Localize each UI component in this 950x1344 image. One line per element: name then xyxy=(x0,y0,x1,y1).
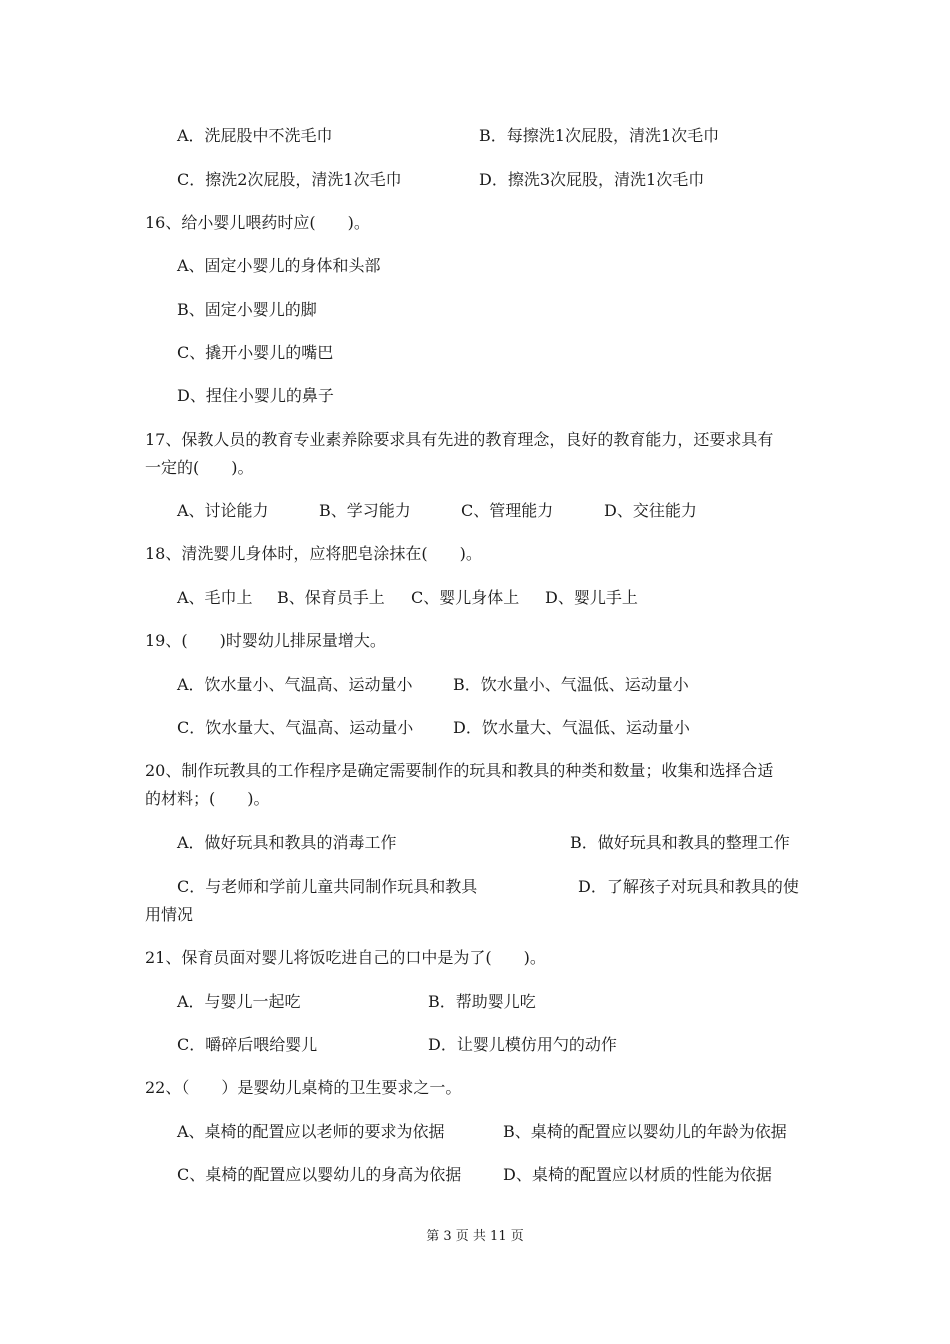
q22-option-a: A、桌椅的配置应以老师的要求为依据 xyxy=(177,1122,445,1141)
q21-stem: 21、保育员面对婴儿将饭吃进自己的口中是为了( )。 xyxy=(145,948,546,967)
q20-stem-line1: 20、制作玩教具的工作程序是确定需要制作的玩具和教具的种类和数量；收集和选择合适 xyxy=(145,761,774,780)
q16-option-c: C、撬开小婴儿的嘴巴 xyxy=(177,343,334,362)
q18-option-d: D、婴儿手上 xyxy=(545,588,638,607)
q16-option-b: B、固定小婴儿的脚 xyxy=(177,300,317,319)
q17-option-b: B、学习能力 xyxy=(319,501,411,520)
q18-option-c: C、婴儿身体上 xyxy=(411,588,520,607)
q20-stem-line2: 的材料；( )。 xyxy=(145,789,270,808)
q22-option-d: D、桌椅的配置应以材质的性能为依据 xyxy=(503,1165,772,1184)
q18-stem: 18、清洗婴儿身体时，应将肥皂涂抹在( )。 xyxy=(145,544,482,563)
q19-option-b: B．饮水量小、气温低、运动量小 xyxy=(453,675,689,694)
q17-stem-line1: 17、保教人员的教育专业素养除要求具有先进的教育理念，良好的教育能力，还要求具有 xyxy=(145,430,774,449)
page-number-footer: 第 3 页 共 11 页 xyxy=(426,1229,524,1244)
q19-option-d: D．饮水量大、气温低、运动量小 xyxy=(453,718,690,737)
q20-option-d-line2: 用情况 xyxy=(145,905,194,924)
q21-option-b: B．帮助婴儿吃 xyxy=(428,992,536,1011)
q16-stem: 16、给小婴儿喂药时应( )。 xyxy=(145,213,370,232)
q19-stem: 19、( )时婴幼儿排尿量增大。 xyxy=(145,631,386,650)
q19-option-c: C．饮水量大、气温高、运动量小 xyxy=(177,718,414,737)
q20-option-a: A．做好玩具和教具的消毒工作 xyxy=(177,833,397,852)
q15-option-b: B．每擦洗1次屁股，清洗1次毛巾 xyxy=(479,126,720,145)
q20-option-c: C．与老师和学前儿童共同制作玩具和教具 xyxy=(177,877,478,896)
q18-option-b: B、保育员手上 xyxy=(277,588,385,607)
q15-option-c: C．擦洗2次屁股，清洗1次毛巾 xyxy=(177,170,402,189)
q15-option-a: A．洗屁股中不洗毛巾 xyxy=(177,126,333,145)
q20-option-d-line1: D．了解孩子对玩具和教具的使 xyxy=(578,877,799,896)
q21-option-c: C．嚼碎后喂给婴儿 xyxy=(177,1035,318,1054)
q17-option-a: A、讨论能力 xyxy=(177,501,269,520)
q17-option-d: D、交往能力 xyxy=(604,501,697,520)
q16-option-a: A、固定小婴儿的身体和头部 xyxy=(177,256,381,275)
q19-option-a: A．饮水量小、气温高、运动量小 xyxy=(177,675,413,694)
q16-option-d: D、捏住小婴儿的鼻子 xyxy=(177,386,334,405)
q21-option-a: A．与婴儿一起吃 xyxy=(177,992,301,1011)
q17-stem-line2: 一定的( )。 xyxy=(145,458,254,477)
q15-option-d: D．擦洗3次屁股，清洗1次毛巾 xyxy=(479,170,705,189)
q22-stem: 22、（ ）是婴幼儿桌椅的卫生要求之一。 xyxy=(145,1078,462,1097)
q22-option-c: C、桌椅的配置应以婴幼儿的身高为依据 xyxy=(177,1165,462,1184)
q20-option-b: B．做好玩具和教具的整理工作 xyxy=(570,833,790,852)
q18-option-a: A、毛巾上 xyxy=(177,588,253,607)
q21-option-d: D．让婴儿模仿用勺的动作 xyxy=(428,1035,617,1054)
q17-option-c: C、管理能力 xyxy=(461,501,554,520)
q22-option-b: B、桌椅的配置应以婴幼儿的年龄为依据 xyxy=(503,1122,787,1141)
